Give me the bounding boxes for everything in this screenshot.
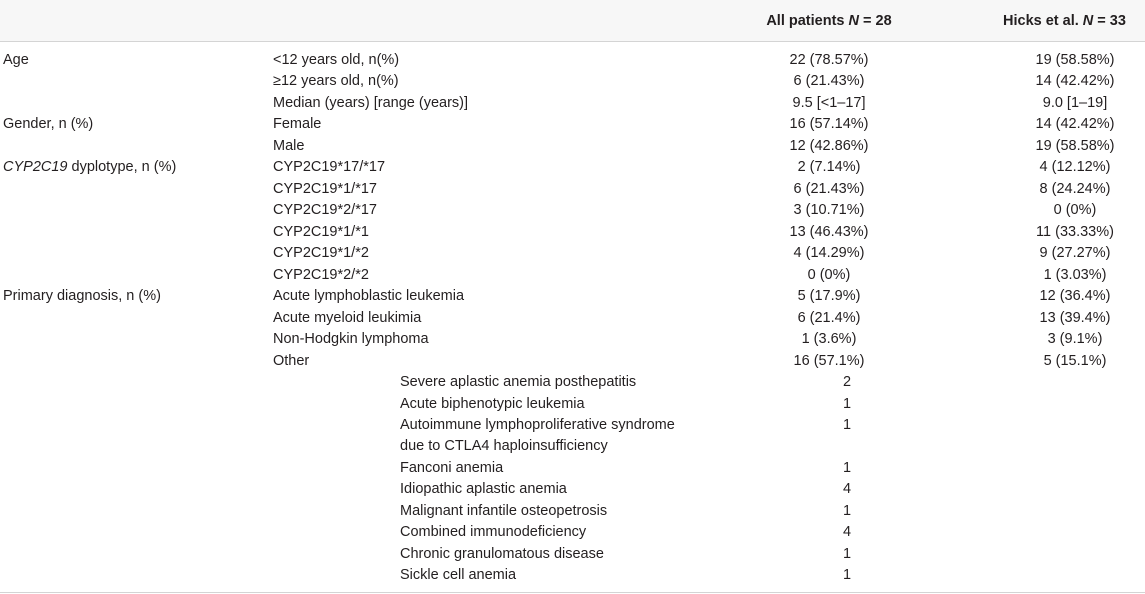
row-label: ≥12 years old, n(%) [273, 73, 399, 89]
subtype-count: 1 [842, 567, 852, 583]
row-label: CYP2C19*2/*2 [273, 267, 369, 283]
row-label: Median (years) [range (years)] [273, 95, 469, 111]
row-all-value: 6 (21.43%) [793, 73, 865, 89]
row-hicks-value: 19 (58.58%) [1035, 138, 1115, 154]
header-divider [0, 41, 1145, 42]
subtype-count: 4 [842, 481, 852, 497]
subtype-label: Chronic granulomatous disease [400, 546, 604, 562]
subtype-label: Idiopathic aplastic anemia [400, 481, 567, 497]
subtype-count: 1 [842, 417, 852, 433]
section-age: Age [3, 52, 29, 68]
row-hicks-value: 12 (36.4%) [1039, 288, 1111, 304]
subtype-label: Severe aplastic anemia posthepatitis [400, 374, 637, 390]
subtype-count: 1 [842, 503, 852, 519]
subtype-count: 4 [842, 524, 852, 540]
row-all-value: 22 (78.57%) [789, 52, 869, 68]
row-hicks-value: 8 (24.24%) [1039, 181, 1111, 197]
row-hicks-value: 5 (15.1%) [1043, 353, 1107, 369]
row-hicks-value: 14 (42.42%) [1035, 73, 1115, 89]
row-hicks-value: 9.0 [1–19] [1042, 95, 1108, 111]
row-all-value: 1 (3.6%) [801, 331, 857, 347]
row-label: Acute myeloid leukimia [273, 310, 422, 326]
column-header-hicks: Hicks et al. N = 33 [1003, 13, 1126, 29]
row-label: <12 years old, n(%) [273, 52, 400, 68]
row-hicks-value: 1 (3.03%) [1043, 267, 1107, 283]
subtype-label: Fanconi anemia [400, 460, 504, 476]
row-hicks-value: 3 (9.1%) [1047, 331, 1103, 347]
row-label: Acute lymphoblastic leukemia [273, 288, 465, 304]
row-hicks-value: 0 (0%) [1053, 202, 1097, 218]
row-label: Non-Hodgkin lymphoma [273, 331, 429, 347]
subtype-label: Malignant infantile osteopetrosis [400, 503, 608, 519]
subtype-count: 1 [842, 546, 852, 562]
row-label: CYP2C19*1/*17 [273, 181, 377, 197]
table-bottom-rule [0, 592, 1145, 593]
row-label: CYP2C19*2/*17 [273, 202, 377, 218]
row-hicks-value: 4 (12.12%) [1039, 159, 1111, 175]
row-label: Male [273, 138, 305, 154]
section-cyp2c19: CYP2C19 dyplotype, n (%) [3, 159, 177, 175]
subtype-label-continued: due to CTLA4 haploinsufficiency [400, 438, 608, 454]
row-all-value: 12 (42.86%) [789, 138, 869, 154]
subtype-count: 2 [842, 374, 852, 390]
row-all-value: 6 (21.4%) [797, 310, 861, 326]
row-hicks-value: 19 (58.58%) [1035, 52, 1115, 68]
subtype-label: Acute biphenotypic leukemia [400, 396, 585, 412]
column-header-all-patients: All patients N = 28 [766, 13, 892, 29]
row-all-value: 6 (21.43%) [793, 181, 865, 197]
row-all-value: 5 (17.9%) [797, 288, 861, 304]
subtype-label: Combined immunodeficiency [400, 524, 587, 540]
row-hicks-value: 9 (27.27%) [1039, 245, 1111, 261]
section-primary-diagnosis: Primary diagnosis, n (%) [3, 288, 161, 304]
row-label: CYP2C19*1/*1 [273, 224, 369, 240]
row-label: Other [273, 353, 310, 369]
row-all-value: 16 (57.14%) [789, 116, 869, 132]
row-all-value: 16 (57.1%) [793, 353, 865, 369]
subtype-label: Autoimmune lymphoproliferative syndrome [400, 417, 675, 433]
subtype-count: 1 [842, 460, 852, 476]
row-all-value: 4 (14.29%) [793, 245, 865, 261]
section-gender: Gender, n (%) [3, 116, 94, 132]
row-label: CYP2C19*17/*17 [273, 159, 386, 175]
table-header [0, 0, 1145, 41]
row-label: CYP2C19*1/*2 [273, 245, 369, 261]
subtype-label: Sickle cell anemia [400, 567, 517, 583]
row-all-value: 3 (10.71%) [793, 202, 865, 218]
row-label: Female [273, 116, 322, 132]
subtype-count: 1 [842, 396, 852, 412]
row-all-value: 9.5 [<1–17] [792, 95, 866, 111]
row-hicks-value: 14 (42.42%) [1035, 116, 1115, 132]
row-hicks-value: 13 (39.4%) [1039, 310, 1111, 326]
row-hicks-value: 11 (33.33%) [1036, 224, 1114, 240]
row-all-value: 0 (0%) [807, 267, 851, 283]
row-all-value: 13 (46.43%) [789, 224, 869, 240]
row-all-value: 2 (7.14%) [797, 159, 861, 175]
